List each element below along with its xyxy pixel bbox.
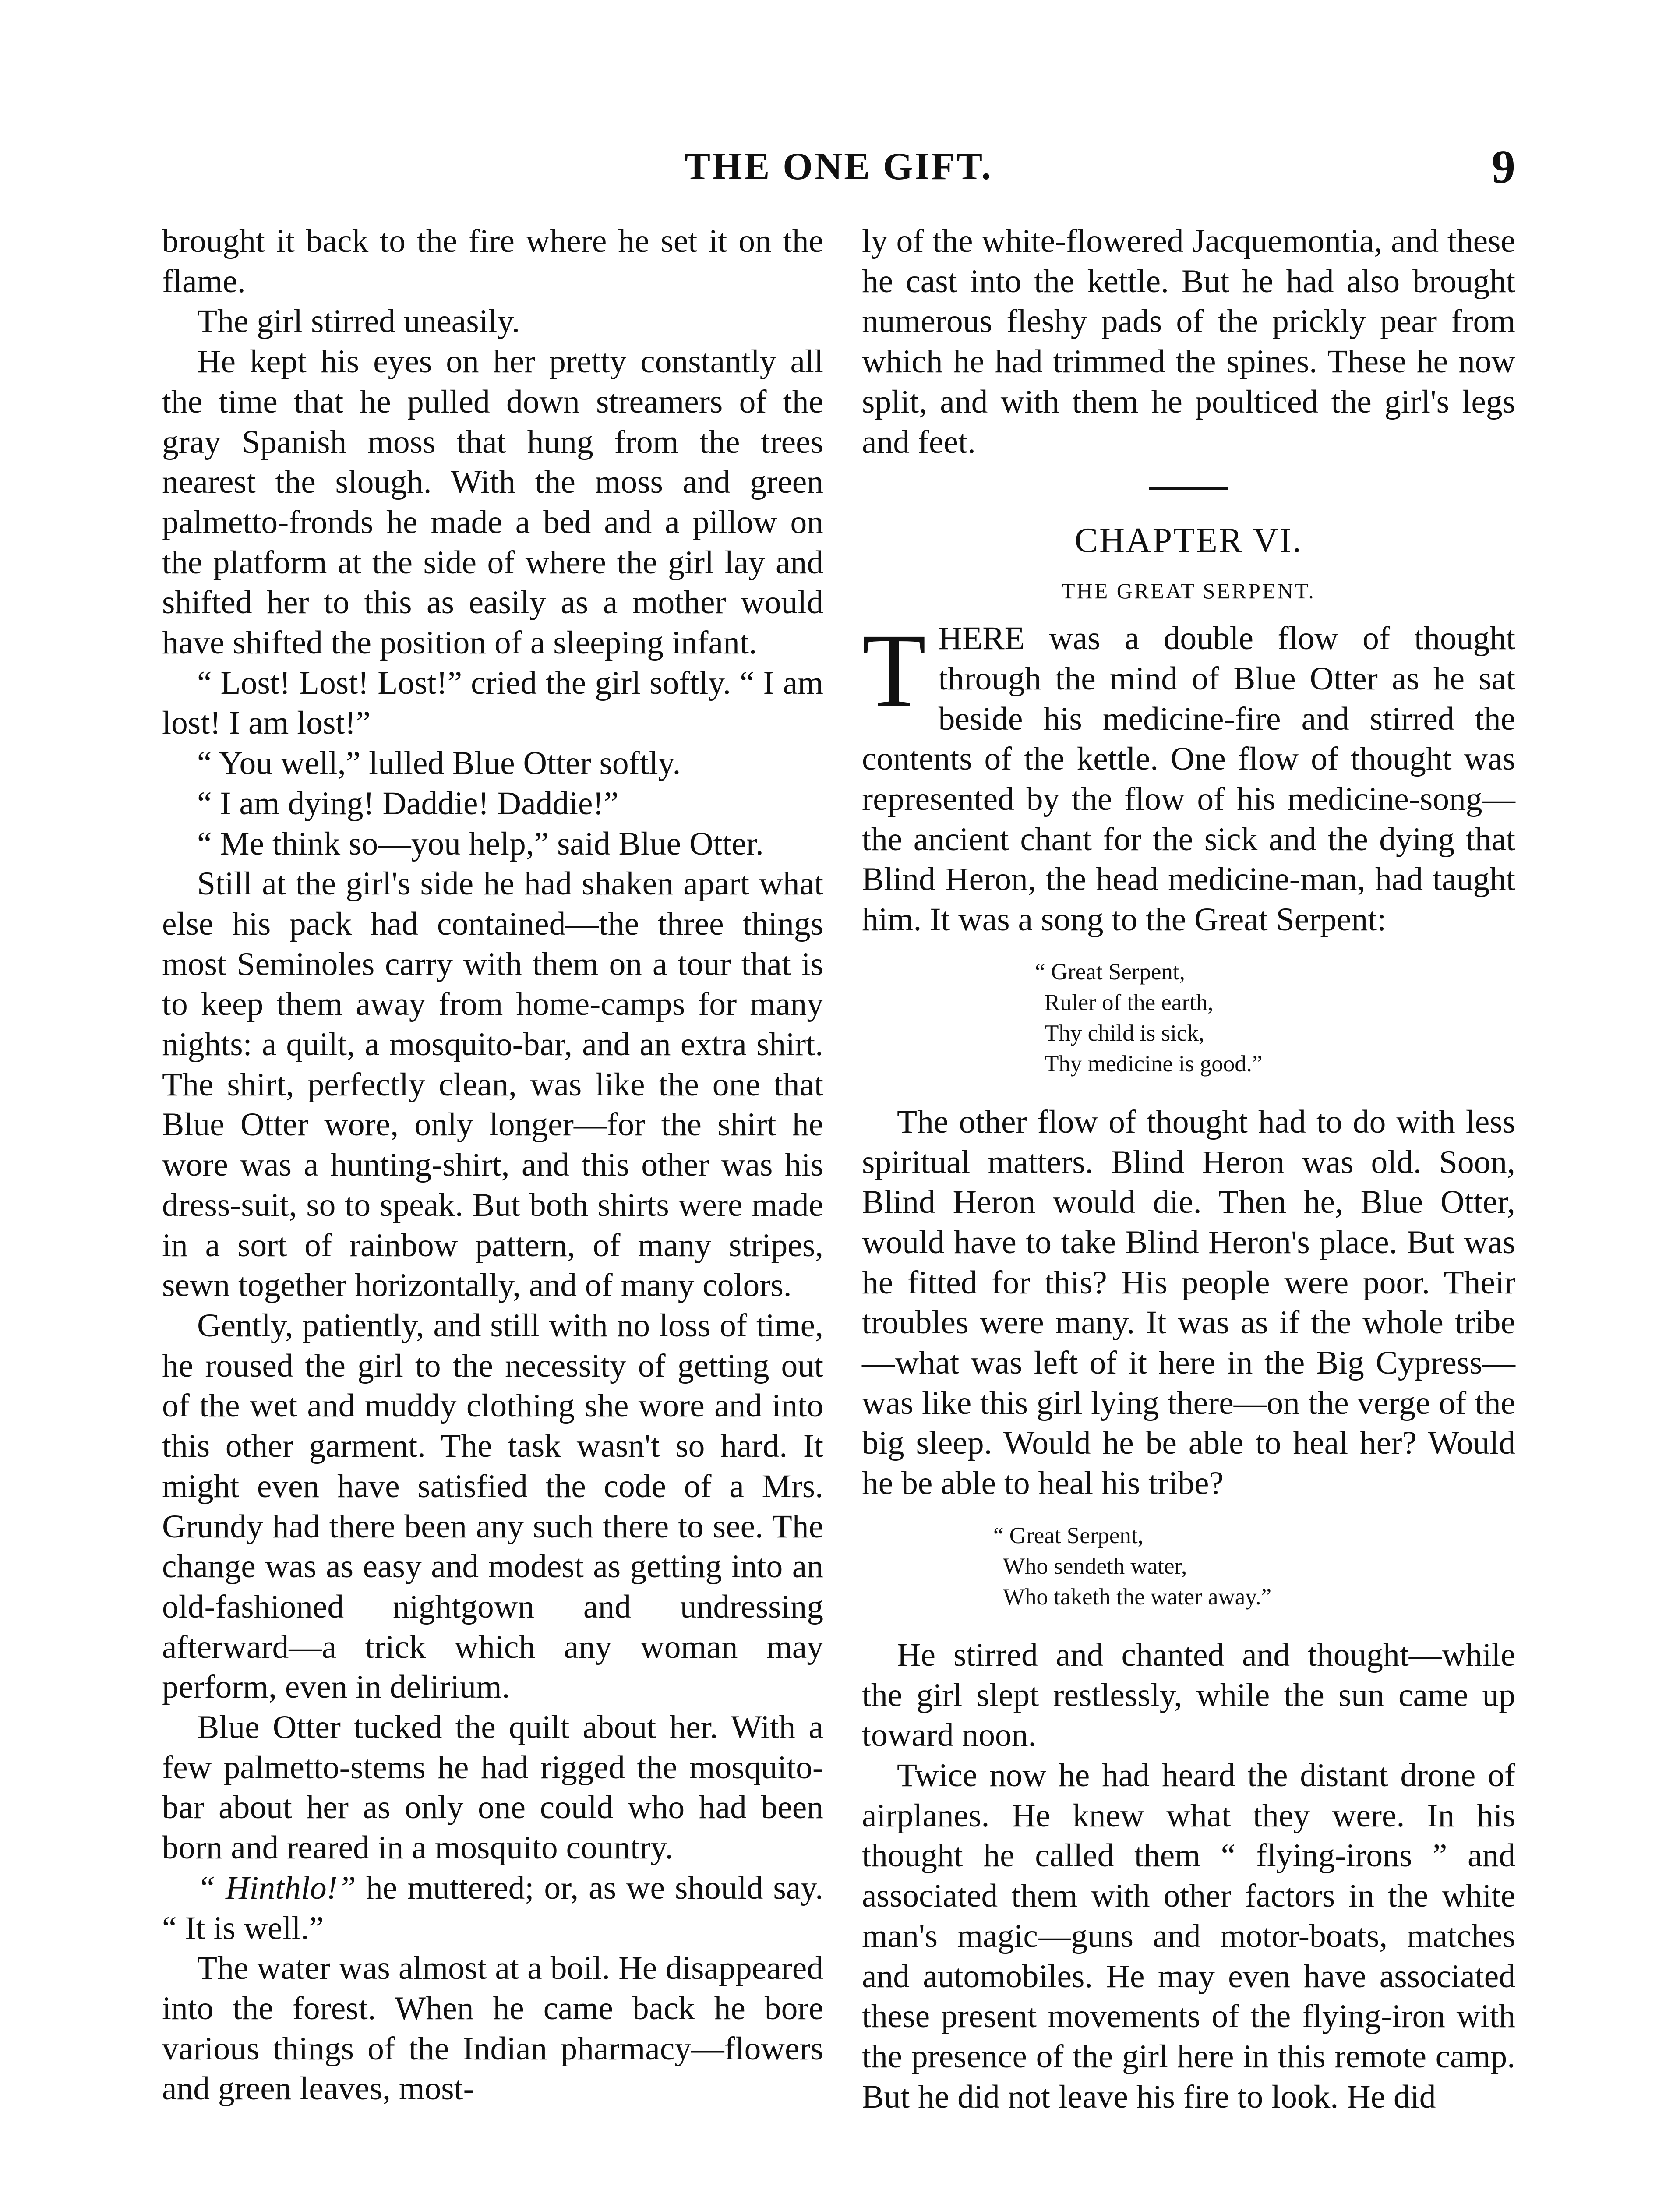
page-header [162,140,1515,201]
left-column [162,221,823,2109]
verse-line: Who taketh the water away.” [1003,1584,1272,1610]
paragraph: He kept his eyes on her pretty constantly all the time that he pulled down streamers of the gray Spanish moss that hung from the trees nearest the slough. With the moss and green palmetto-fronds he made a bed and a pillow on the platform at the side of where the girl lay and shifted her to this as easily as a mother would have shifted the position of a sleeping infant. [162,343,823,661]
verse-block [862,1520,1515,1612]
verse-block [862,957,1515,1079]
paragraph: Blue Otter tucked the quilt about her. With a few palmetto-stems he had rigged the mosquito-bar about her as only one could who had been born and reared in a mosquito country. [162,1709,823,1866]
verse-line: Thy child is sick, [1045,1020,1205,1046]
paragraph: “ Me think so—you help,” said Blue Otter. [197,825,764,862]
paragraph-text: he muttered; or, as we should say. “ It is well.” [162,1869,823,1946]
paragraph: “ Lost! Lost! Lost!” cried the girl softly. “ I am lost! I am lost!” [162,664,823,742]
paragraph: “ You well,” lulled Blue Otter softly. [197,745,681,782]
paragraph [862,612,1515,940]
italic-word: “ Hinthlo!” [197,1869,356,1906]
paragraph: brought it back to the fire where he set it on the flame. [162,223,823,300]
verse-line: Who sendeth water, [1003,1553,1187,1579]
drop-cap: T [862,612,926,729]
paragraph: “ I am dying! Daddie! Daddie!” [197,785,619,822]
page-number: 9 [1492,141,1515,193]
paragraph: Gently, patiently, and still with no loss of time, he roused the girl to the necessity of getting out of the wet and muddy clothing she wore and into this other garment. The task wasn't so hard. It might even have satisfied the code of a Mrs. Grundy had there been any such there to see. The change was as easy and modest as getting into an old-fashioned nightgown and undressing afterward—a trick which any woman may perform, even in delirium. [162,1307,823,1706]
chapter-subtitle: THE GREAT SERPENT. [1062,579,1316,604]
paragraph: ly of the white-flowered Jacquemontia, and these he cast into the kettle. But he had also brought numerous fleshy pads of the prickly pear from which he had trimmed the spines. These he now split, and with them he poulticed the girl's legs and feet. [862,223,1515,460]
verse-line: “ Great Serpent, [993,1522,1144,1548]
chapter-title: CHAPTER VI. [1074,521,1303,560]
paragraph: He stirred and chanted and thought—while the girl slept restlessly, while the sun came up toward noon. [862,1636,1515,1754]
verse-line: Ruler of the earth, [1045,989,1214,1015]
paragraph: Twice now he had heard the distant drone of airplanes. He knew what they were. In his thought he called them “ flying-irons ” and associated them with other factors in the white man's magic—guns and motor-boats, matches and automobiles. He may even have associated these present movements of the flying-iron with the presence of the girl here in this remote camp. But he did not leave his fire to look. He did [862,1757,1515,2115]
running-title: THE ONE GIFT. [685,145,993,188]
verse-line: Thy medicine is good.” [1045,1051,1263,1077]
paragraph [162,1868,823,1948]
verse-line: “ Great Serpent, [1035,959,1185,985]
paragraph-text: HERE was a double flow of thought through the mind of Blue Otter as he sat beside his medicine-fire and stirred the contents of the kettle. One flow of thought was represented by the flow of his medicine-song—the ancient chant for the sick and the dying that Blind Heron, the head medicine-man, had taught him. It was a song to the Great Serpent: [862,620,1515,938]
paragraph: The water was almost at a boil. He disappeared into the forest. When he came back he bore various things of the Indian pharmacy—flowers and green leaves, most- [162,1950,823,2107]
section-divider [1149,487,1228,490]
paragraph: The girl stirred uneasily. [197,303,520,340]
paragraph: Still at the girl's side he had shaken apart what else his pack had contained—the three things most Seminoles carry with them on a tour that is to keep them away from home-camps for many nights: a quilt, a mosquito-bar, and an extra shirt. The shirt, perfectly clean, was like the one that Blue Otter wore, only longer—for the shirt he wore was a hunting-shirt, and this other was his dress-suit, so to speak. But both shirts were made in a sort of rainbow pattern, of many stripes, sewn together horizontally, and of many colors. [162,865,823,1304]
right-column [862,221,1515,2117]
paragraph: The other flow of thought had to do with less spiritual matters. Blind Heron was old. Soon, Blind Heron would die. Then he, Blue Otter, would have to take Blind Heron's place. But was he fitted for this? His people were poor. Their troubles were many. It was as if the whole tribe—what was left of it here in the Big Cypress—was like this girl lying there—on the verge of the big sleep. Would he be able to heal her? Would he be able to heal his tribe? [862,1103,1515,1502]
